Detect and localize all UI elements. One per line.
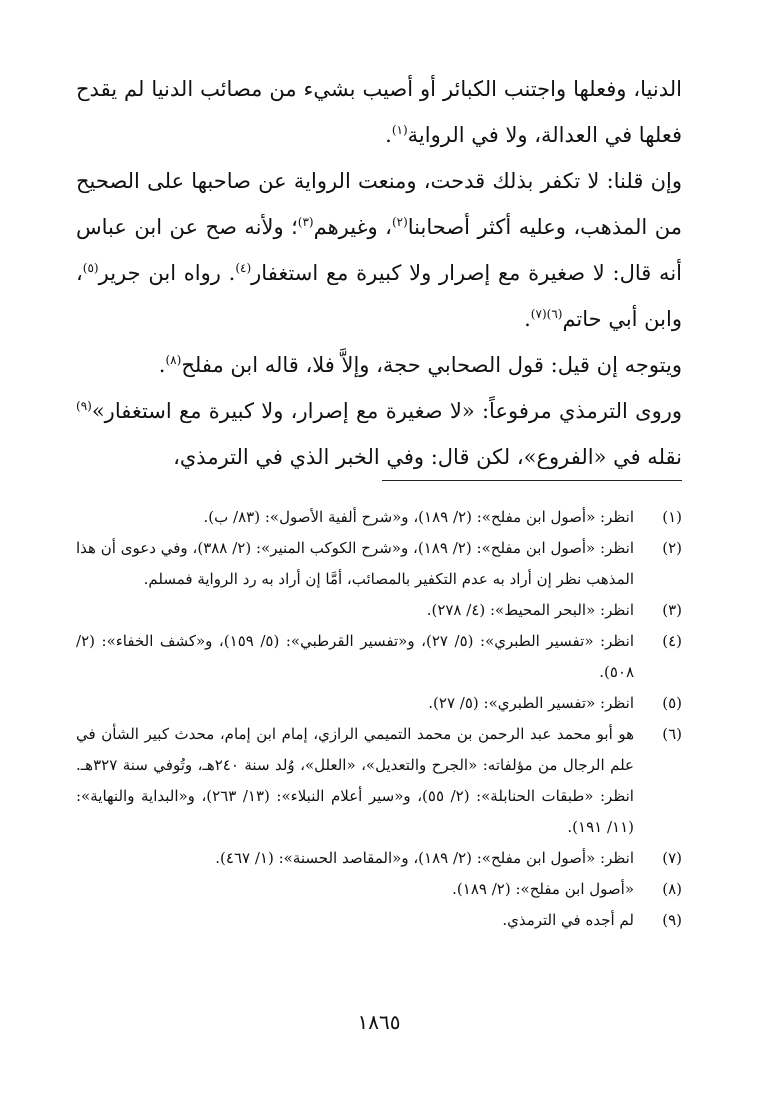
footnote-number: (٥) [662, 694, 682, 712]
footnote-item [76, 626, 682, 688]
paragraph-text: نقله في «الفروع»، لكن قال: وفي الخبر الذي في الترمذي، [173, 445, 682, 469]
footnotes-section [76, 502, 682, 936]
main-paragraph [76, 66, 682, 158]
paragraph-text: وروى الترمذي مرفوعاً: «لا صغيرة مع إصرار، ولا كبيرة مع استغفار» [91, 399, 682, 423]
page-number: ١٨٦٥ [357, 1010, 401, 1034]
paragraph-text: ؛ ولأنه صح عن ابن عباس أنه قال: لا صغيرة مع إصرار ولا كبيرة مع استغفار [76, 215, 682, 285]
footnote-item [76, 905, 682, 936]
footnote-reference: (٣) [297, 215, 314, 229]
footnote-text: انظر: «تفسير الطبري»: (٥/ ٢٧). [428, 694, 634, 712]
paragraph-text: . [385, 123, 392, 147]
paragraph-text: وإن قلنا: لا تكفر بذلك قدحت، ومنعت الرواية عن صاحبها على الصحيح من المذهب، وعليه أكثر أصحابنا [76, 169, 682, 239]
footnote-text: انظر: «أصول ابن مفلح»: (٢/ ١٨٩)، و«شرح ألفية الأصول»: (٨٣/ ب). [203, 508, 634, 526]
paragraph-text: . رواه ابن جرير [98, 261, 236, 285]
footnote-reference: (٨) [165, 353, 182, 367]
footnote-reference: (٥) [82, 261, 99, 275]
footnote-reference: (٢) [391, 215, 408, 229]
footnote-number: (٣) [662, 601, 682, 619]
footnote-reference: (١) [391, 123, 408, 137]
footnote-reference: (٦)(٧) [530, 307, 563, 321]
main-paragraph [76, 342, 682, 388]
footnote-item [76, 874, 682, 905]
footnote-number: (٧) [662, 849, 682, 867]
footnote-number: (٤) [662, 632, 682, 650]
footnote-text: انظر: «البحر المحيط»: (٤/ ٢٧٨). [426, 601, 634, 619]
main-text-body [76, 66, 682, 480]
footnote-item [76, 843, 682, 874]
paragraph-text: ويتوجه إن قيل: قول الصحابي حجة، وإلاَّ فلا، قاله ابن مفلح [181, 353, 682, 377]
paragraph-text: الدنيا، وفعلها واجتنب الكبائر أو أصيب بشيء من مصائب الدنيا لم يقدح فعلها في العدالة، ولا في الرواية [76, 77, 682, 147]
main-paragraph [76, 388, 682, 480]
footnote-number: (٨) [662, 880, 682, 898]
footnote-item [76, 719, 682, 843]
footnote-text: «أصول ابن مفلح»: (٢/ ١٨٩). [452, 880, 634, 898]
footnote-reference: (٤) [235, 261, 252, 275]
paragraph-text: . [524, 307, 531, 331]
footnote-text: انظر: «أصول ابن مفلح»: (٢/ ١٨٩)، و«المقاصد الحسنة»: (١/ ٤٦٧). [215, 849, 634, 867]
footnote-number: (٩) [662, 911, 682, 929]
paragraph-text: . [158, 353, 166, 377]
main-paragraph [76, 158, 682, 342]
paragraph-text: ، وغيرهم [313, 215, 392, 239]
footnote-item [76, 595, 682, 626]
footnote-reference: (٩) [76, 399, 92, 413]
footnote-separator [382, 480, 682, 481]
footnote-text: هو أبو محمد عبد الرحمن بن محمد التميمي الرازي، إمام ابن إمام، محدث كبير الشأن في علم الرجال من مؤلفاته: «الجرح والتعديل»، «العلل»، وُلد سنة ٢٤٠هـ، وتُوفي سنة ٣٢٧هـ. انظر: «طبقات الحنابلة»: (٢/ ٥٥)، و«سير أعلام النبلاء»: (١٣/ ٢٦٣)، و«البداية والنهاية»: (١١/ ١٩١). [76, 725, 634, 836]
footnote-number: (٢) [662, 539, 682, 557]
footnote-item [76, 533, 682, 595]
paragraph-text: ، وابن أبي حاتم [76, 261, 682, 331]
footnote-number: (١) [662, 508, 682, 526]
footnote-text: انظر: «تفسير الطبري»: (٥/ ٢٧)، و«تفسير القرطبي»: (٥/ ١٥٩)، و«كشف الخفاء»: (٢/ ٥٠٨). [76, 632, 635, 681]
footnote-text: لم أجده في الترمذي. [502, 911, 634, 929]
footnote-number: (٦) [662, 725, 682, 743]
footnote-text: انظر: «أصول ابن مفلح»: (٢/ ١٨٩)، و«شرح الكوكب المنير»: (٢/ ٣٨٨)، وفي دعوى أن هذا المذهب نظر إن أراد به عدم التكفير بالمصائب، أمَّا إن أراد به رد الرواية فمسلم. [76, 539, 634, 588]
footnote-item [76, 688, 682, 719]
footnote-item [76, 502, 682, 533]
